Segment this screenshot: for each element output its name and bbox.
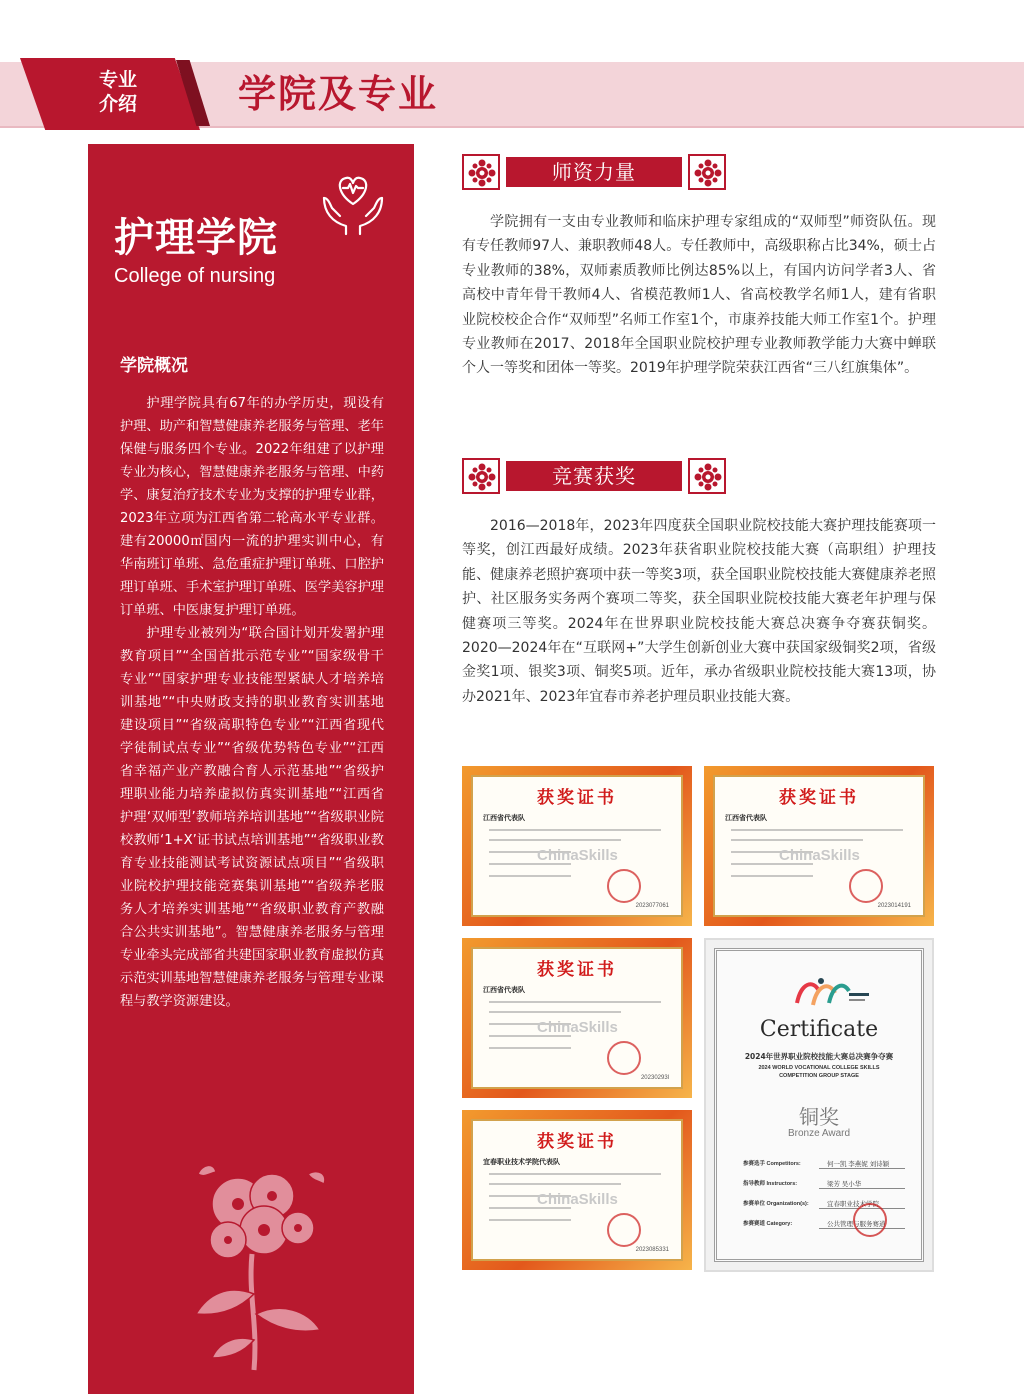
paper-cut-ornament-icon: [467, 462, 497, 492]
competition-logo-icon: [791, 973, 871, 1013]
red-seal: [849, 869, 883, 903]
faculty-section-header: [462, 154, 726, 190]
chinaskills-watermark: ChinaSkills: [537, 1191, 618, 1208]
college-overview-panel: [88, 144, 414, 1394]
row-value: 宜春职业技术学院: [827, 1201, 879, 1208]
red-seal: [853, 1203, 887, 1237]
award-certificate-image: [462, 1110, 692, 1270]
row-key: 指导教师 Instructors:: [743, 1181, 798, 1187]
award-certificate-image: [462, 766, 692, 926]
row-value: 梁芳 吴小华: [827, 1181, 862, 1188]
certificate-number: 2023085331: [635, 1247, 669, 1253]
paper-cut-ornament-icon: [693, 158, 723, 188]
certificate-team: 宜春职业技术学院代表队: [483, 1158, 560, 1166]
awards-text: [462, 514, 936, 709]
row-value: 公共管理与服务赛道: [827, 1221, 886, 1228]
row-key: 参赛选手 Competitors:: [743, 1161, 801, 1167]
caring-hands-heart-icon: [316, 164, 390, 238]
faculty-heading: 师资力量: [506, 157, 682, 187]
red-seal: [607, 1041, 641, 1075]
row-key: 参赛赛道 Category:: [743, 1221, 793, 1227]
ornament-left: [462, 154, 500, 190]
certificate-title: Certificate: [759, 1017, 879, 1042]
faculty-text: [462, 210, 936, 381]
competition-stage-en-line1: 2024 WORLD VOCATIONAL COLLEGE SKILLS: [758, 1065, 880, 1071]
certificate-frame: [714, 948, 924, 1262]
certificate-title: 获奖证书: [537, 788, 617, 808]
row-value: 何一凯 李燕妮 刘诗颖: [827, 1161, 890, 1168]
certificate-number: 20230293l: [640, 1075, 669, 1081]
chinaskills-watermark: ChinaSkills: [537, 847, 618, 864]
awards-heading: 竞赛获奖: [506, 461, 682, 491]
world-skills-certificate-image: [704, 938, 934, 1272]
award-level-en: Bronze Award: [787, 1128, 851, 1139]
section-label: [78, 68, 158, 116]
competition-stage-en: [717, 1064, 921, 1080]
row-key: 参赛单位 Organization(s):: [743, 1201, 809, 1207]
award-level-cn: 铜奖: [799, 1105, 839, 1129]
certificate-number: 2023077061: [635, 903, 669, 909]
award-certificate-image: [462, 938, 692, 1098]
certificate-team: 江西省代表队: [483, 986, 525, 994]
college-title: 护理学院: [114, 215, 278, 261]
ornament-right: [688, 154, 726, 190]
competition-stage-cn: 2024年世界职业院校技能大赛总决赛争夺赛: [744, 1052, 894, 1061]
certificate-title: 获奖证书: [537, 960, 617, 980]
award-certificate-image: [704, 766, 934, 926]
certificate-number: 2023014191: [877, 903, 911, 909]
certificate-team: 江西省代表队: [725, 814, 767, 822]
overview-paragraph: 护理学院具有67年的办学历史，现设有护理、助产和智慧健康养老服务与管理、老年保健与服务四个专业。2022年组建了以护理专业为核心，智慧健康养老服务与管理、中药学、康复治疗技术专业为支撑的护理专业群，2023年立项为江西省第二轮高水平专业群。建有20000㎡国内一流的护理实训中心，有华南班订单班、急危重症护理订单班、口腔护理订单班、手术室护理订单班、医学美容护理订单班、中医康复护理订单班。: [120, 396, 384, 618]
chinaskills-watermark: ChinaSkills: [537, 1019, 618, 1036]
certificate-team: 江西省代表队: [483, 814, 525, 822]
page-title: 学院及专业: [238, 72, 439, 116]
ornament-right: [688, 458, 726, 494]
section-label-line2: 介绍: [98, 93, 137, 115]
certificate-row: [743, 1159, 905, 1167]
overview-paragraph: 护理专业被列为“联合国计划开发署护理教育项目”“全国首批示范专业”“国家级骨干专业”“国家护理专业技能型紧缺人才培养培训基地”“中央财政支持的职业教育实训基地建设项目”“省级高职特色专业”“江西省现代学徒制试点专业”“省级优势特色专业”“江西省幸福产业产教融合育人示范基地”“省级护理职业能力培养虚拟仿真实训基地”“江西省护理‘双师型’教师培养培训基地”“省级职业院校教师‘1+X’证书试点培训基地”“省级职业教育专业技能测试考试资源试点项目”“省级职业院校护理技能竞赛集训基地”“省级养老服务人才培养实训基地”“省级职业教育产教融合公共实训基地”。智慧健康养老服务与管理专业牵头完成部省共建国家职业教育虚拟仿真示范实训基地智慧健康养老服务与管理专业课程与教学资源建设。: [120, 626, 384, 1009]
awards-paragraph: 2016—2018年，2023年四度获全国职业院校技能大赛护理技能赛项一等奖，创江西最好成绩。2023年获省职业院校技能大赛（高职组）护理技能、健康养老照护赛项中获一等奖3项，获全国职业院校技能大赛健康养老照护、社区服务实务两个赛项二等奖，获全国职业院校技能大赛老年护理与保健赛项三等奖。2024年在世界职业院校技能大赛总决赛争夺赛获铜奖。2020—2024年在“互联网+”大学生创新创业大赛中获国家级铜奖2项，省级金奖1项、银奖3项、铜奖5项。近年，承办省级职业院校技能大赛13项，协办2021年、2023年宜春市养老护理员职业技能大赛。: [462, 518, 936, 705]
chinaskills-watermark: ChinaSkills: [779, 847, 860, 864]
paper-cut-ornament-icon: [693, 462, 723, 492]
paper-cut-flower-icon: [168, 1144, 348, 1374]
awards-section-header: [462, 458, 726, 494]
certificate-title: 获奖证书: [779, 788, 859, 808]
ornament-left: [462, 458, 500, 494]
certificate-row: [743, 1179, 905, 1187]
section-label-line1: 专业: [98, 69, 137, 91]
certificate-title: 获奖证书: [537, 1132, 617, 1152]
overview-heading: 学院概况: [120, 356, 188, 376]
competition-stage-en-line2: COMPETITION GROUP STAGE: [779, 1073, 859, 1079]
red-seal: [607, 1213, 641, 1247]
red-seal: [607, 869, 641, 903]
overview-text: [120, 392, 384, 1013]
paper-cut-ornament-icon: [467, 158, 497, 188]
faculty-paragraph: 学院拥有一支由专业教师和临床护理专家组成的“双师型”师资队伍。现有专任教师97人、兼职教师48人。专任教师中，高级职称占比34%，硕士占专业教师的38%，双师素质教师比例达85%以上，有国内访问学者3人、省高校中青年骨干教师4人、省模范教师1人、省高校教学名师1人，建有省职业院校校企合作“双师型”名师工作室1个，市康养技能大师工作室1个。护理专业教师在2017、2018年全国职业院校护理专业教师教学能力大赛中蝉联个人一等奖和团体一等奖。2019年护理学院荣获江西省“三八红旗集体”。: [462, 214, 936, 377]
college-title-en: College of nursing: [114, 265, 276, 287]
